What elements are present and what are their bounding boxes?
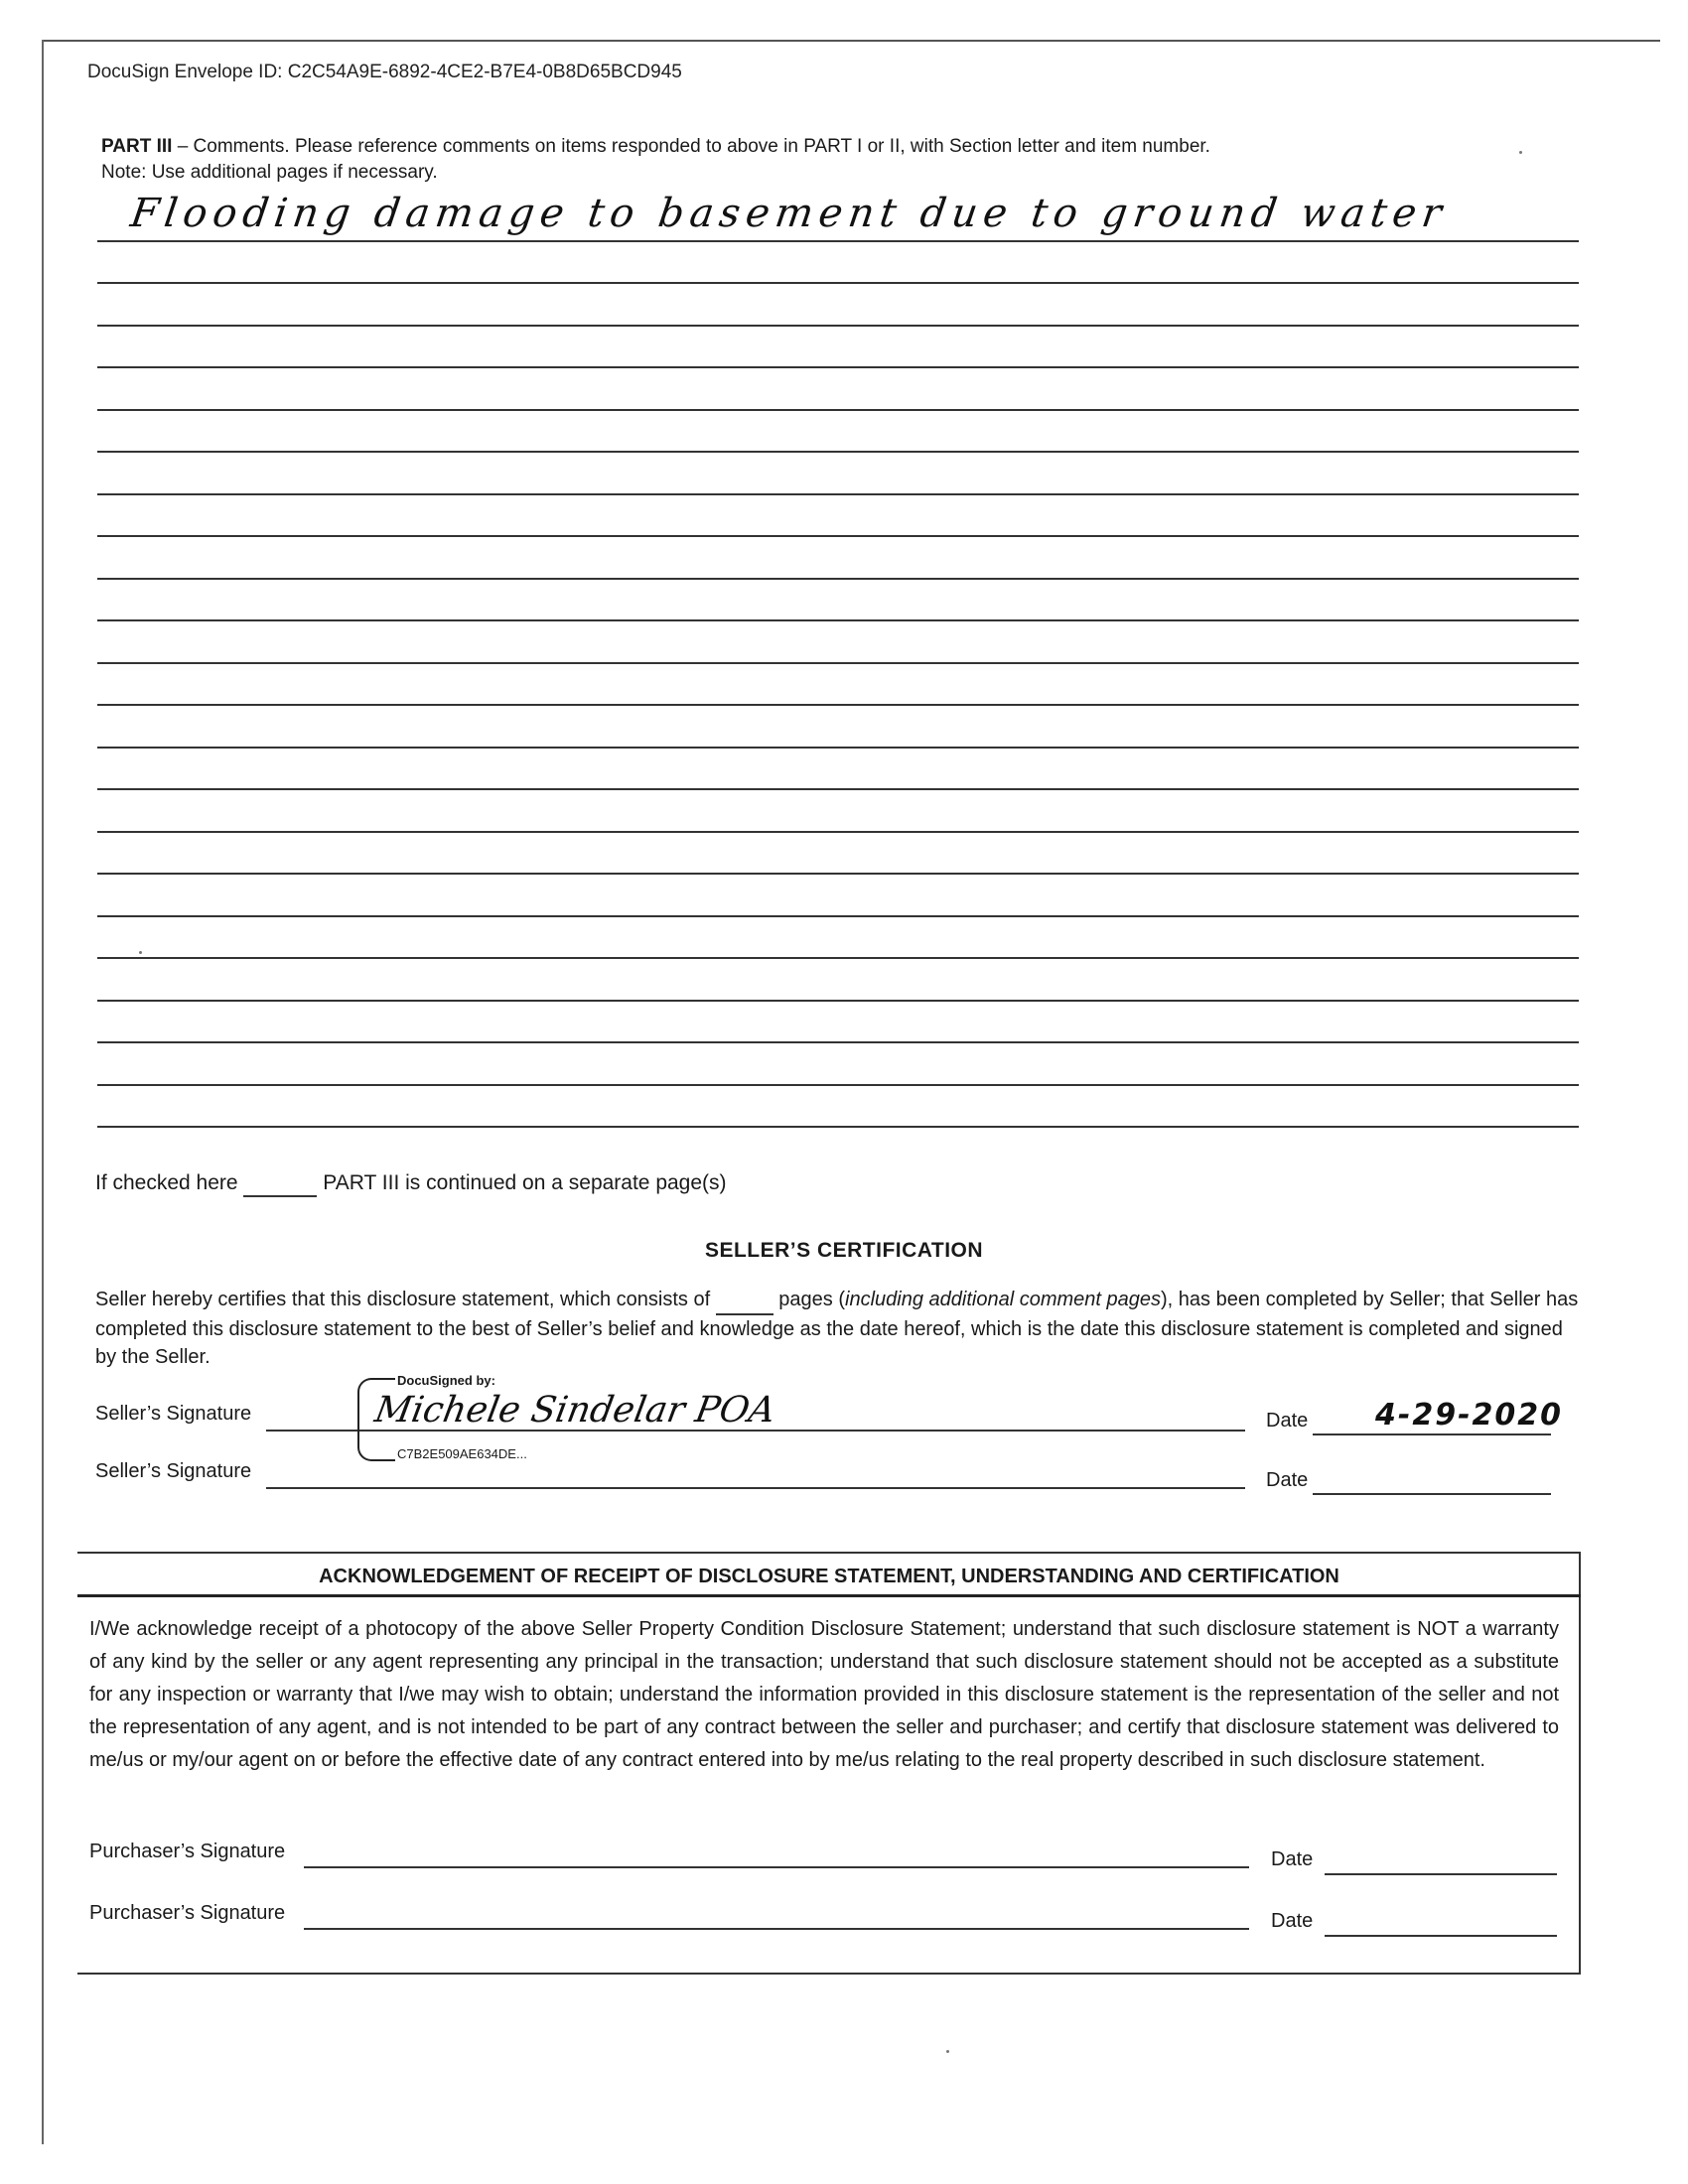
seller-signature-line-2[interactable]: [266, 1487, 1245, 1489]
comment-line[interactable]: [97, 240, 1579, 242]
purchaser-signature-line-2[interactable]: [304, 1928, 1249, 1930]
comment-line[interactable]: [97, 1041, 1579, 1043]
part3-label: PART III: [101, 136, 173, 157]
comment-line[interactable]: [97, 282, 1579, 284]
part3-note: Note: Use additional pages if necessary.: [101, 162, 438, 183]
comment-line[interactable]: [97, 409, 1579, 411]
comment-line[interactable]: [97, 578, 1579, 580]
acknowledgement-title-rule: [77, 1594, 1581, 1597]
seller-date-label-2: Date: [1266, 1469, 1309, 1491]
seller-date-label: Date: [1266, 1410, 1309, 1432]
docusign-code: C7B2E509AE634DE...: [397, 1446, 527, 1461]
purchaser-signature-line[interactable]: [304, 1866, 1249, 1868]
seller-date-value[interactable]: 4-29-2020: [1375, 1398, 1564, 1433]
acknowledgement-text: I/We acknowledge receipt of a photocopy of the above Seller Property Condition Disclosure Statement; understand that such disclosure statement is NOT a warranty of any kind by the seller or any agent representing any principal in the transaction; understand that such disclosure statement should not be accepted as a substitute for any inspection or warranty that I/we may wish to obtain; understand the information provided in this disclosure statement is the representation of the seller and not the representation of any agent, and is not intended to be part of any contract between the seller and purchaser; and certify that disclosure statement was delivered to me/us or my/our agent on or before the effective date of any contract entered into by me/us relating to the real property described in such disclosure statement.: [89, 1618, 1559, 1771]
purchaser-date-label-2: Date: [1271, 1910, 1314, 1932]
scan-speck: [1519, 151, 1522, 154]
purchaser-date-label: Date: [1271, 1848, 1314, 1870]
page-count-blank[interactable]: [716, 1286, 774, 1315]
continued-check-blank[interactable]: [243, 1171, 317, 1197]
comment-line[interactable]: [97, 619, 1579, 621]
seller-certification-title: SELLER’S CERTIFICATION: [704, 1239, 984, 1262]
seller-date-line-2[interactable]: [1313, 1493, 1551, 1495]
seller-signature-label-2: Seller’s Signature: [95, 1460, 252, 1482]
page-top-border: [42, 40, 1660, 42]
part3-continued-line: [95, 1171, 727, 1197]
page-left-border: [42, 40, 44, 2144]
comment-line[interactable]: [97, 662, 1579, 664]
comment-line[interactable]: [97, 915, 1579, 917]
purchaser-signature-label-2: Purchaser’s Signature: [89, 1902, 286, 1924]
comment-line[interactable]: [97, 747, 1579, 749]
comment-line[interactable]: [97, 451, 1579, 453]
comment-line[interactable]: [97, 831, 1579, 833]
part3-heading: [101, 134, 1210, 186]
comment-line[interactable]: [97, 325, 1579, 327]
seller-date-line[interactable]: [1313, 1433, 1551, 1435]
comment-line[interactable]: [97, 1000, 1579, 1002]
comment-line[interactable]: [97, 535, 1579, 537]
comment-line[interactable]: [97, 1084, 1579, 1086]
cert-text-part3: ), has been completed by Seller; that Seller has completed this disclosure statement to the best of Seller’s belief and knowledge as the date hereof, which is the date this disclosure statement is completed and signed by the Seller.: [95, 1289, 1579, 1368]
docusigned-by-label: DocuSigned by:: [397, 1373, 495, 1388]
purchaser-signature-label: Purchaser’s Signature: [89, 1841, 286, 1862]
continued-prefix: If checked here: [95, 1171, 238, 1194]
cert-text-part1: Seller hereby certifies that this disclosure statement, which consists of: [95, 1289, 711, 1310]
scan-speck: [946, 2050, 949, 2053]
cert-text-italic: including additional comment pages: [845, 1289, 1161, 1310]
comment-line[interactable]: [97, 493, 1579, 495]
continued-suffix: PART III is continued on a separate page(s): [323, 1171, 727, 1194]
comment-line[interactable]: [97, 1126, 1579, 1128]
handwritten-comment[interactable]: Flooding damage to basement due to ground water: [127, 191, 1451, 236]
seller-certification-text: [95, 1286, 1585, 1371]
docusign-envelope-id: DocuSign Envelope ID: C2C54A9E-6892-4CE2-B7E4-0B8D65BCD945: [87, 62, 682, 82]
purchaser-date-line-2[interactable]: [1325, 1935, 1557, 1937]
seller-signature-label: Seller’s Signature: [95, 1403, 252, 1425]
seller-signature[interactable]: Michele Sindelar POA: [371, 1390, 778, 1431]
cert-text-part2: pages (: [778, 1289, 846, 1310]
comment-line[interactable]: [97, 704, 1579, 706]
acknowledgement-title: ACKNOWLEDGEMENT OF RECEIPT OF DISCLOSURE STATEMENT, UNDERSTANDING AND CERTIFICATION: [319, 1566, 1339, 1587]
purchaser-date-line[interactable]: [1325, 1873, 1557, 1875]
comment-line[interactable]: [97, 788, 1579, 790]
comment-line[interactable]: [97, 366, 1579, 368]
part3-instructions: – Comments. Please reference comments on items responded to above in PART I or II, with Section letter and item number.: [172, 136, 1210, 157]
scan-speck: [139, 951, 142, 954]
comment-line[interactable]: [97, 873, 1579, 875]
comment-line[interactable]: [97, 957, 1579, 959]
